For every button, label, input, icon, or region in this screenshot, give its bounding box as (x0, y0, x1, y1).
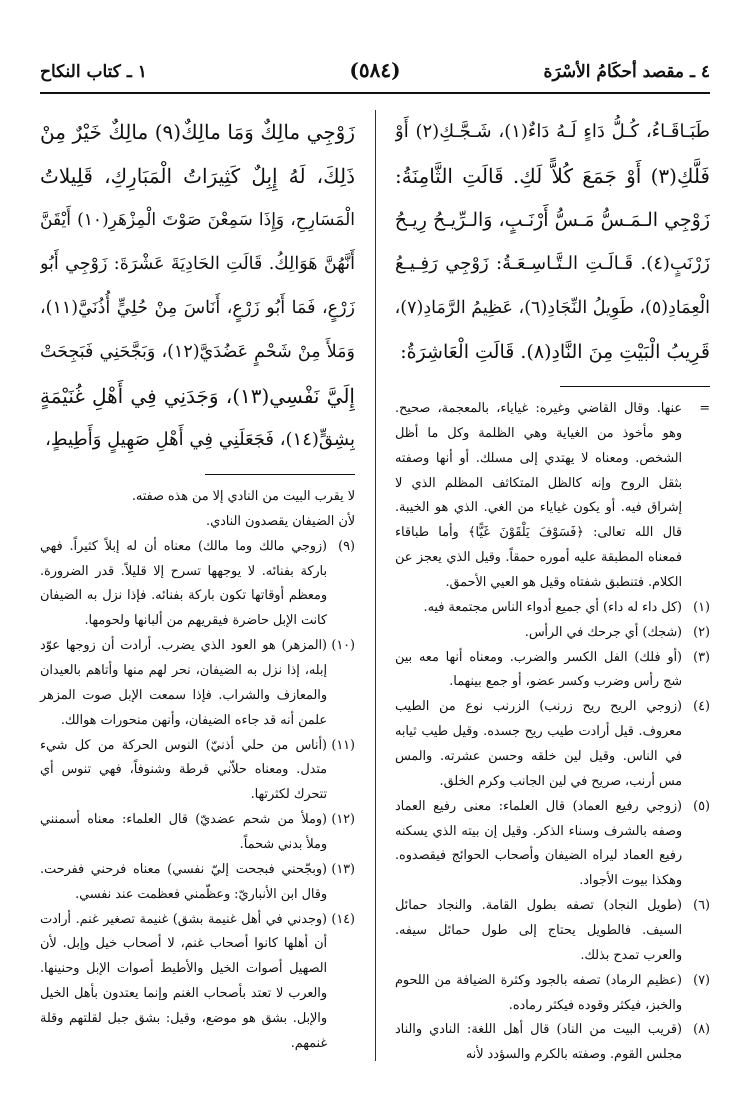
footnote-number: (٣) (693, 649, 710, 665)
footnote-text: (وملأ من شحم عضديّ) قال العلماء: معناه أسمنني وملأ بدني شحماً. (40, 812, 327, 853)
footnote-rule (205, 474, 355, 475)
footnote-number: (٥) (693, 798, 710, 814)
page-header (40, 52, 710, 96)
footnote-text: (طويل النجاد) تصفه بطول القامة. والنجاد حمائل السيف. فالطويل يحتاج إلى طول حمائل سيفه. والعرب تمدح بذلك. (395, 898, 682, 963)
page-number: (٥٨٤) (349, 58, 401, 82)
footnote (40, 808, 355, 858)
footnote (40, 535, 355, 634)
footnote (395, 695, 710, 794)
continuation-marker: = (699, 401, 710, 416)
footnote-text: (زوجي الريح ريح زرنب) الزرنب نوع من الطيب معروف. قيل أرادت طيب ريح جسده. وقيل طيب ثيابه في الناس. وقيل لين خلقه وحسن عشرته. والمس مس أرنب، صريح في لين الجانب وكرم الخلق. (395, 699, 682, 789)
footnote (395, 596, 710, 621)
footnote-text: (وبجّحني فبجحت إليّ نفسي) معناه فرحني ففرحت. وقال ابن الأنباريّ: وعظّمني فعظمت عند نفسي. (40, 861, 327, 902)
footnote-text: (زوجي مالك وما مالك) معناه أن له إبلاً كثيراً. فهي باركة بفنائه. لا يوجهها تسرح إلا قليلاً. قدر الضرورة. ومعظم أوقاتها تكون باركة بفنائه. فإذا نزل به الضيفان كانت الإبل حاضرة فيقريهم من ألبانها ولحومها. (40, 538, 327, 629)
footnote-number: (٤) (693, 699, 710, 715)
footnote-rule (560, 386, 710, 387)
footnote-number: (١٢) (331, 812, 355, 828)
main-line: إِلَيَّ نَفْسِي(١٣)، وَجَدَنِي فِي أَهْلِ غُنَيْمَةٍ (40, 384, 355, 408)
continuation-line: لأن الضيفان يقصدون النادي. (206, 513, 355, 529)
main-line: زَرْعٍ، فَمَا أَبُو زَرْعٍ، أَنَاسَ مِنْ حُلِيٍّ أُذُنَيَّ(١١)، (40, 298, 355, 318)
footnote (395, 1018, 710, 1068)
footnote (395, 621, 710, 646)
chapter-title: ١ ـ كتاب النكاح (40, 62, 147, 82)
footnote (40, 908, 355, 1057)
main-line: طَبَـاقَـاءُ، كُـلُّ دَاءٍ لَـهُ دَاءٌ(١)، شَـجَّـكِ(٢) أَوْ (395, 121, 710, 142)
main-line: وَمَلأَ مِنْ شَحْمٍ عَضُدَيَّ(١٢)، وَبَجَّحَنِي فَبَجِحَتْ (40, 342, 355, 362)
main-line: الْمَسَارِحِ، وَإِذَا سَمِعْنَ صَوْتَ الْمِزْهَرِ(١٠) أَيْقَنَّ (40, 210, 355, 230)
section-title: ٤ ـ مقصد أحكَامُ الأسْرَة (543, 62, 710, 82)
footnote-text: (زوجي رفيع العماد) قال العلماء: معنى رفيع العماد وصفه بالشرف وسناء الذكر. وقيل إن بيته الذي يسكنه رفيع العماد ليراه الضيفان وأصحاب الحوائج فيقصدوه. وهكذا بيوت الأجواد. (395, 798, 682, 889)
footnote (395, 969, 710, 1019)
main-line: زَوْجِي الـمَـسُّ مَـسُّ أَرْنَـبٍ، وَالـرِّيـحُ رِيـحُ (395, 209, 710, 231)
header-rule (40, 92, 710, 94)
footnote (40, 634, 355, 733)
footnote-number: (٧) (693, 972, 710, 988)
footnote (395, 795, 710, 894)
right-main-text (395, 110, 710, 374)
footnote-text: (أو فلك) الفل الكسر والضرب. ومعناه أنها معه بين شج رأس وضرب وكسر عضو، أو جمع بينهما. (395, 649, 682, 690)
continuation-line: لا يقرب البيت من النادي إلا من هذه صفته. (131, 489, 355, 504)
column-divider (375, 110, 376, 1061)
continuation-text: عنها. وقال القاضي وغيره: غياياء، بالمعجمة، صحيح. وهو مأخوذ من الغياية وهي الظلمة وكل ما أظل الشخص. ومعناه لا يهتدي إلى مسلك. أو أنها وصفته بثقل الروح وإنه كالظل المتكاثف المظلم الذي لا إشراق فيه. أو يكون غياياء من الغي. الذي هو الخيبة. قال الله تعالى: ﴿فَسَوْفَ يَلْقَوْنَ غَيًّا﴾ وأما طباقاء فمعناه المطبقة عليه أموره حمقاً. وقيل الذي يعجز عن الكلام. فتنطبق شفتاه وقيل هو العيي الأحمق. (395, 401, 682, 591)
footnote (40, 734, 355, 809)
footnote-number: (٢) (693, 624, 710, 640)
footnote-continuation (395, 397, 710, 596)
left-footnotes (40, 485, 355, 1057)
footnote-number: (٩) (338, 538, 355, 554)
main-line: زَوْجِي مالِكٌ وَمَا مالِكٌ(٩) مالِكٌ خَيْرٌ مِنْ (40, 120, 355, 144)
main-line: أَنَّهُنَّ هَوَالِكُ. قَالَتِ الحَادِيَةَ عَشْرَةَ: زَوْجِي أَبُو (40, 254, 355, 274)
footnote-number: (٨) (693, 1022, 710, 1038)
main-line: الْعِمَادِ(٥)، طَوِيلُ النِّجَادِ(٦)، عَظِيمُ الرَّمَادِ(٧)، (395, 298, 710, 318)
left-column (40, 110, 355, 1057)
footnote (395, 646, 710, 696)
footnote (40, 858, 355, 908)
main-line: بِشِقٍّ(١٤)، فَجَعَلَنِي فِي أَهْلِ صَهِيلٍ وَأَطِيطٍ، (45, 429, 355, 450)
footnote-number: (١٣) (331, 861, 355, 877)
footnote-text: (المزهر) هو العود الذي يضرب. أرادت أن زوجها عوّد إبله، إذا نزل به الضيفان، نحر لهم منها وأتاهم بالعيدان والمعازف والشراب. فإذا سمعت الإبل صوت المزهر علمن أنه قد جاءه الضيفان، وأنهن منحورات هوالك. (40, 638, 327, 728)
footnote-text: (كل داء له داء) أي جميع أدواء الناس مجتمعة فيه. (423, 599, 682, 615)
footnote-number: (١) (693, 599, 710, 615)
right-footnotes (395, 397, 710, 1068)
footnote-number: (١٠) (331, 638, 355, 654)
main-line: قَرِيبُ الْبَيْتِ مِنَ النَّادِ(٨). قَالَتِ الْعَاشِرَةُ: (400, 341, 710, 363)
footnote-text: (شجك) أي جرحك في الرأس. (524, 624, 682, 640)
main-line: ذَلِكَ، لَهُ إِبِلٌ كَثِيرَاتُ الْمَبَارِكِ، قَلِيلاتُ (40, 164, 355, 188)
footnote-number: (١١) (331, 737, 355, 753)
footnote-text: (وجدني في أهل غنيمة بشق) غنيمة تصغير غنم. أرادت أن أهلها كانوا أصحاب غنم، لا أصحاب خيل وإبل. لأن الصهيل أصوات الخيل والأطيط أصوات الإبل وحنينها. والعرب لا تعتد بأصحاب الغنم وإنما يعتدون بأهل الخيل والإبل. بشق هو موضع، وقيل: بشق جبل لقلتهم وقلة غنمهم. (40, 911, 327, 1051)
left-main-text (40, 110, 355, 462)
main-line: زَرْنَبٍ(٤). قَـالَـتِ الـتَّـاسِـعَـةُ: زَوْجِي رَفِـيـعُ (395, 253, 710, 274)
footnote-number: (١٤) (331, 911, 355, 927)
main-line: فَلَّكِ(٣) أَوْ جَمَعَ كُلاًّ لَكِ. قَالَتِ الثَّامِنَةُ: (395, 164, 710, 188)
footnote-number: (٦) (693, 898, 710, 914)
right-column (395, 110, 710, 1068)
footnote-text: (عظيم الرماد) تصفه بالجود وكثرة الضيافة من اللحوم والخبز، فيكثر وقوده فيكثر رماده. (395, 972, 682, 1013)
footnote (395, 894, 710, 969)
footnote-text: (أناس من حلي أذنيّ) النوس الحركة من كل شيء متدل. ومعناه حلاّني قرطة وشنوفاً، فهي تنوس أي تتحرك لكثرتها. (40, 737, 327, 803)
footnote-text: (قريب البيت من الناد) قال أهل اللغة: النادي والناد مجلس القوم. وصفته بالكرم والسؤدد لأنه (395, 1022, 682, 1063)
